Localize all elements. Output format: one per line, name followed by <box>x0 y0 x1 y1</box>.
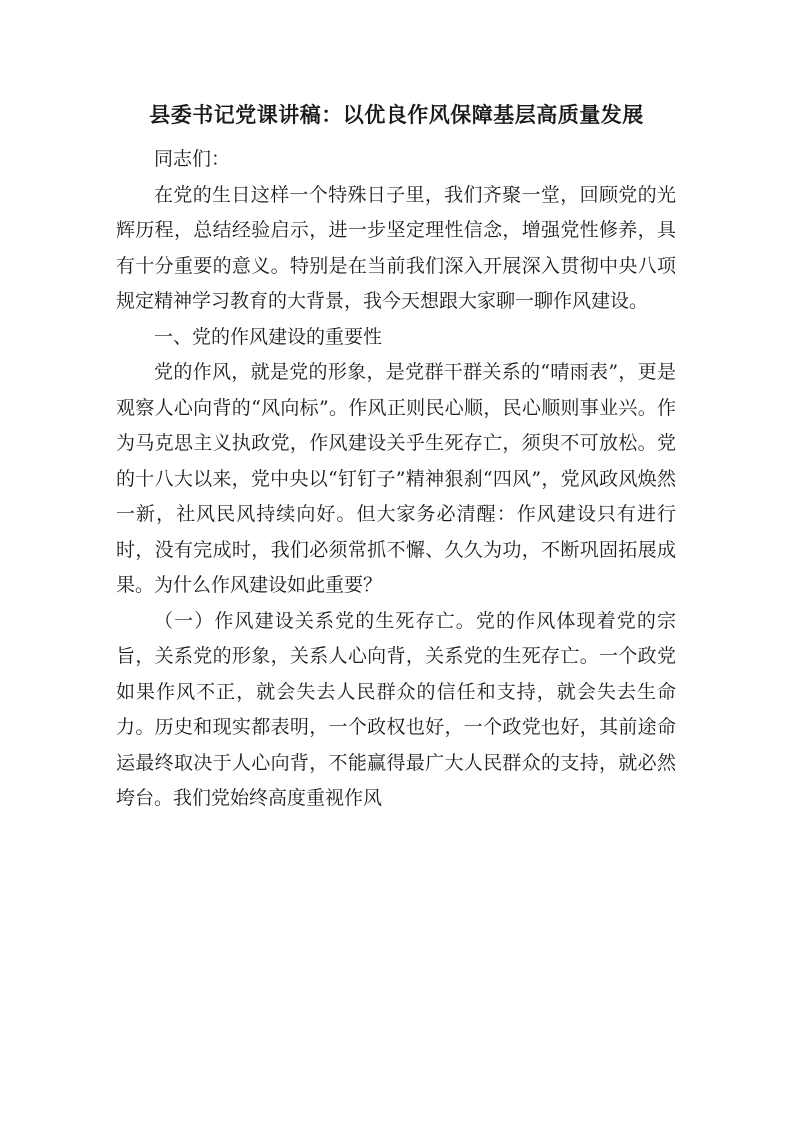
section-heading-1: 一、党的作风建设的重要性 <box>154 325 383 348</box>
paragraph-subsection-1: （一）作风建设关系党的生死存亡。党的作风体现着党的宗旨，关系党的形象，关系人心向背，关系党的生死存亡。一个政党如果作风不正，就会失去人民群众的信任和支持，就会失去生命力。历史和现实都表明，一个政权也好，一个政党也好，其前途命运最终取决于人心向背，不能赢得最广大人民群众的支持，就必然垮台。我们党始终高度重视作风 <box>116 609 676 809</box>
document-title: 县委书记党课讲稿：以优良作风保障基层高质量发展 <box>149 102 644 127</box>
paragraph-importance: 党的作风，就是党的形象，是党群干群关系的“晴雨表”，更是观察人心向背的“风向标”。作风正则民心顺，民心顺则事业兴。作为马克思主义执政党，作风建设关乎生死存亡，须臾不可放松。党的十八大以来，党中央以“钉钉子”精神狠刹“四风”，党风政风焕然一新，社风民风持续向好。但大家务必清醒：作风建设只有进行时，没有完成时，我们必须常抓不懈、久久为功，不断巩固拓展成果。为什么作风建设如此重要？ <box>116 361 676 596</box>
salutation: 同志们： <box>154 148 231 170</box>
document-body <box>116 142 676 817</box>
paragraph-intro: 在党的生日这样一个特殊日子里，我们齐聚一堂，回顾党的光辉历程，总结经验启示，进一步坚定理性信念，增强党性修养，具有十分重要的意义。特别是在当前我们深入开展深入贯彻中央八项规定精神学习教育的大背景，我今天想跟大家聊一聊作风建设。 <box>116 183 676 312</box>
